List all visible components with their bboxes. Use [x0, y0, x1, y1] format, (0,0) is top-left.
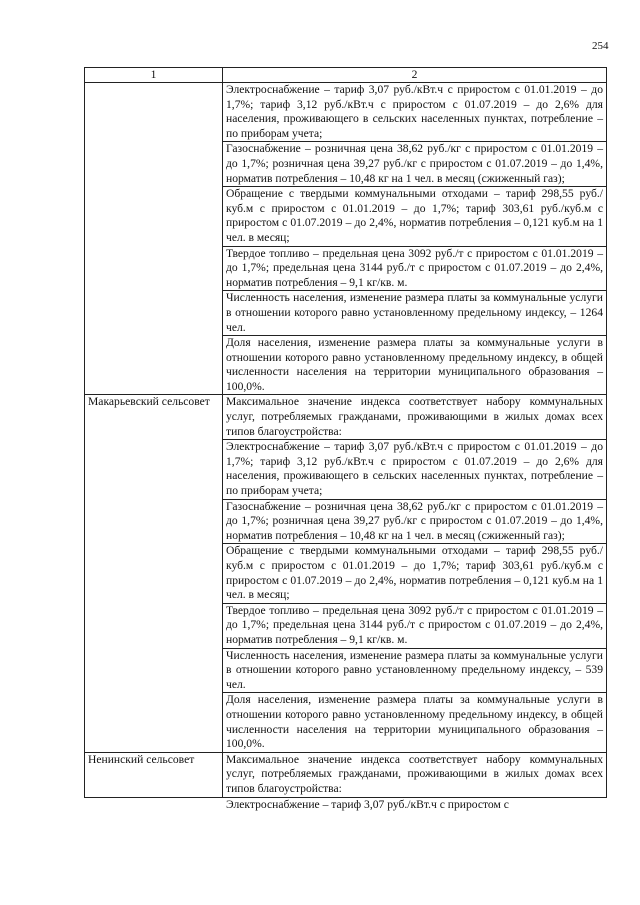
indices-cell-clip: [226, 752, 603, 811]
table-row: [85, 395, 607, 752]
municipality-name: Макарьевский сельсовет: [88, 395, 210, 409]
paragraph: Обращение с твердыми коммунальными отходами – тариф 298,55 руб./куб.м с приростом с 01.01.2019 – до 1,7%; тариф 303,61 руб./куб.м с приростом с 01.07.2019 – до 2,4%, норматив потребления – 0,121 куб.м на 1 чел. в месяц;: [226, 544, 603, 602]
paragraph: Обращение с твердыми коммунальными отходами – тариф 298,55 руб./куб.м с приростом с 01.01.2019 – до 1,7%; тариф 303,61 руб./куб.м с приростом с 01.07.2019 – до 2,4%, норматив потребления – 0,121 куб.м на 1 чел. в месяц;: [226, 187, 603, 244]
paragraph: Доля населения, изменение размера платы за коммунальные услуги в отношении которого равно установленному предельному индексу, в общей численности населения на территории муниципального образования – 100,0%.: [226, 693, 603, 751]
table-row: [85, 752, 607, 797]
page-number: 254: [592, 40, 609, 52]
paragraph: Твердое топливо – предельная цена 3092 руб./т с приростом с 01.01.2019 – до 1,7%; предельная цена 3144 руб./т с приростом с 01.07.2019 – до 2,4%, норматив потребления – 9,1 кг/кв. м.: [226, 603, 603, 646]
paragraph: Максимальное значение индекса соответствует набору коммунальных услуг, потребляемых гражданами, проживающими в жилых домах всех типов благоустройства:: [226, 752, 603, 795]
municipality-cell: [85, 395, 223, 752]
paragraph: Электроснабжение – тариф 3,07 руб./кВт.ч с приростом с: [226, 797, 509, 811]
header-col-2: 2: [223, 68, 607, 83]
paragraph: Электроснабжение – тариф 3,07 руб./кВт.ч с приростом с 01.01.2019 – до 1,7%; тариф 3,12 руб./кВт.ч с приростом с 01.07.2019 – до 2,6% для населения, проживающего в сельских населенных пунктах, потребление – по приборам учета;: [226, 440, 603, 498]
header-col-1: 1: [85, 68, 223, 83]
paragraph: Доля населения, изменение размера платы за коммунальные услуги в отношении которого равно установленному предельному индексу, в общей численности населения на территории муниципального образования – 100,0%.: [226, 336, 603, 393]
table-row: [85, 83, 607, 395]
indices-cell: [223, 395, 607, 752]
paragraph: Газоснабжение – розничная цена 38,62 руб./кг с приростом с 01.01.2019 – до 1,7%; розничная цена 39,27 руб./кг с приростом с 01.07.2019 – до 1,4%, норматив потребления – 10,48 кг на 1 чел. в месяц (сжиженный газ);: [226, 499, 603, 542]
municipality-cell: [85, 83, 223, 395]
paragraph: Газоснабжение – розничная цена 38,62 руб./кг с приростом с 01.01.2019 – до 1,7%; розничная цена 39,27 руб./кг с приростом с 01.07.2019 – до 1,4%, норматив потребления – 10,48 кг на 1 чел. в месяц (сжиженный газ);: [226, 142, 603, 185]
paragraph: Численность населения, изменение размера платы за коммунальные услуги в отношении которого равно установленному предельному индексу, – 539 чел.: [226, 648, 603, 691]
municipality-cell: [85, 752, 223, 797]
paragraph: Численность населения, изменение размера платы за коммунальные услуги в отношении которого равно установленному предельному индексу, – 1264 чел.: [226, 291, 603, 334]
municipality-name: Ненинский сельсовет: [88, 752, 195, 766]
indices-cell: [223, 83, 607, 395]
paragraph: Максимальное значение индекса соответствует набору коммунальных услуг, потребляемых гражданами, проживающими в жилых домах всех типов благоустройства:: [226, 395, 603, 438]
paragraph: Электроснабжение – тариф 3,07 руб./кВт.ч с приростом с 01.01.2019 – до 1,7%; тариф 3,12 руб./кВт.ч с приростом с 01.07.2019 – до 2,6% для населения, проживающего в сельских населенных пунктах, потребление – по приборам учета;: [226, 83, 603, 140]
tariff-table: [84, 67, 607, 811]
paragraph: Твердое топливо – предельная цена 3092 руб./т с приростом с 01.01.2019 – до 1,7%; предельная цена 3144 руб./т с приростом с 01.07.2019 – до 2,4%, норматив потребления – 9,1 кг/кв. м.: [226, 246, 603, 289]
table-header-row: [85, 68, 607, 83]
indices-cell: [223, 752, 607, 811]
